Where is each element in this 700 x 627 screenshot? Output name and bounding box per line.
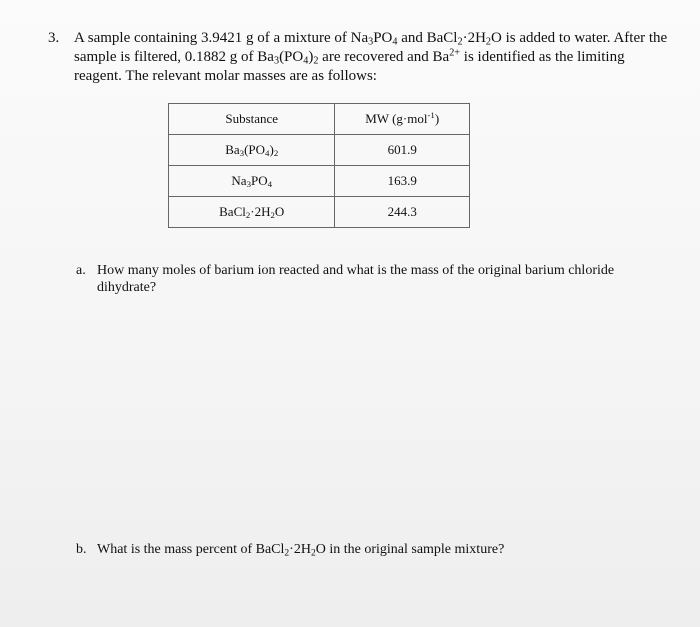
substance-cell [169,197,335,228]
stem-text: are recovered and Ba [318,49,450,65]
formula-subscript: 2 [270,210,275,221]
header-mw [335,104,470,135]
stem-text: A sample containing 3.9421 g of a mixture of Na [74,30,369,46]
question-stem [74,29,674,86]
header-mw-text: MW (g·mol [365,111,428,126]
part-a-question: How many moles of barium ion reacted and what is the mass of the original barium chloride dihydrate? [97,263,615,295]
stem-subscript: 2 [457,36,463,48]
stem-subscript: 4 [303,55,309,67]
header-mw-close: ) [434,111,440,126]
stem-subscript: 2 [313,55,319,67]
header-mw-exponent: -1 [427,110,435,121]
table-row [169,197,470,228]
stem-text: and BaCl [397,30,458,46]
formula-subscript: 2 [273,148,279,159]
mw-cell: 244.3 [335,197,470,228]
header-substance: Substance [169,104,335,135]
substance-cell [169,135,335,166]
part-b-text: O in the original sample mixture? [315,542,505,557]
formula-text: BaCl [219,204,246,219]
formula-subscript: 4 [265,148,270,159]
table-row [169,135,470,166]
part-b-text: ·2H [289,542,311,557]
table-header-row [169,104,470,135]
formula-subscript: 4 [267,179,273,190]
part-b-question [97,541,657,558]
stem-text: ) [308,49,314,65]
part-b-text: What is the mass percent of BaCl [97,542,285,557]
stem-text: PO [373,30,393,46]
stem-subscript: 4 [392,36,398,48]
formula-text: ) [269,142,274,157]
stem-text: (PO [279,49,304,65]
stem-subscript: 3 [273,55,280,67]
question-number: 3. [48,30,60,46]
part-b-subscript: 2 [284,548,290,559]
stem-subscript: 2 [485,36,491,48]
formula-text: O [274,204,285,219]
mw-cell: 163.9 [335,166,470,197]
formula-subscript: 2 [245,210,251,221]
stem-text: O is added to water. After the sample is filtered, 0.1882 g of Ba [74,30,668,65]
stem-superscript: 2+ [449,47,461,59]
stem-text: is identified as the limiting reagent. The relevant molar masses are as follows: [74,49,625,84]
table-row [169,166,470,197]
mw-cell: 601.9 [335,135,470,166]
substance-cell [169,166,335,197]
formula-text: Na [231,173,247,188]
stem-text: ·2H [462,30,486,46]
part-b-subscript: 2 [310,548,316,559]
formula-text: ·2H [250,204,271,219]
part-a-label: a. [76,263,86,278]
formula-subscript: 3 [239,148,245,159]
formula-text: Ba [225,142,240,157]
formula-text: PO [251,173,268,188]
molar-mass-table [168,103,470,228]
part-b-label: b. [76,542,87,557]
stem-subscript: 3 [368,36,374,48]
formula-subscript: 3 [246,179,251,190]
formula-text: (PO [244,142,266,157]
